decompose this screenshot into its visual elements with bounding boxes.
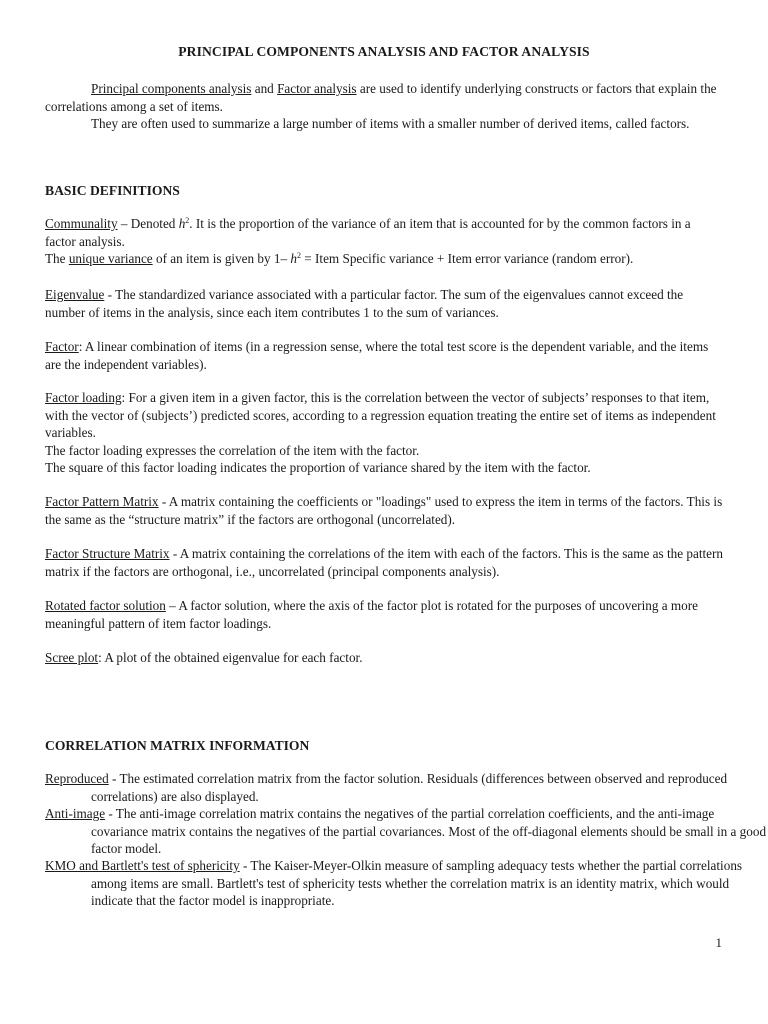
communality-term: Communality [45, 216, 118, 231]
pattern-matrix-term: Factor Pattern Matrix [45, 494, 159, 509]
factor-loading-line2: The factor loading expresses the correlation of the item with the factor. [45, 442, 420, 458]
factor-loading-term: Factor loading [45, 390, 122, 405]
unique-variance-term: unique variance [68, 251, 153, 267]
structure-matrix-term: Factor Structure Matrix [45, 546, 170, 561]
communality-pre: – Denoted [117, 216, 179, 231]
reproduced-body: - The estimated correlation matrix from the factor solution. Residuals (differences between observed and reproduced correlations) are also displayed. [91, 771, 728, 804]
factor-entry [45, 338, 723, 373]
factor-loading-body: : For a given item in a given factor, this is the correlation between the vector of subjects’ responses to that item, with the vector of (subjects’) predicted scores, according to a regression equation treating the entire set of items as independent variables. [45, 390, 716, 441]
unique-post: = Item Specific variance + Item error variance (random error). [300, 251, 634, 267]
unique-h: h [290, 251, 297, 267]
anti-image-body: - The anti-image correlation matrix contains the negatives of the partial correlation coefficients, and the anti-image covariance matrix contains the negatives of the partial covariances. Most of the off-diagonal elements should be small in a good factor model. [91, 806, 767, 857]
unique-mid: of an item is given by 1– [152, 251, 291, 267]
scree-plot-entry [45, 649, 723, 667]
rotated-solution-entry [45, 597, 723, 632]
reproduced-entry [45, 770, 768, 805]
correlation-matrix-heading: CORRELATION MATRIX INFORMATION [45, 738, 310, 753]
kmo-entry [45, 857, 768, 910]
intro-second-paragraph: They are often used to summarize a large number of items with a smaller number of derived items, called factors. [91, 116, 690, 131]
eigenvalue-body: - The standardized variance associated with a particular factor. The sum of the eigenvalues cannot exceed the number of items in the analysis, since each item contributes 1 to the sum of variances. [45, 287, 684, 320]
anti-image-entry [45, 805, 768, 858]
kmo-body: - The Kaiser-Meyer-Olkin measure of sampling adequacy tests whether the partial correlations among items are small. Bartlett's test of sphericity tests whether the correlation matrix is an identity matrix, which would indicate that the factor model is inappropriate. [91, 858, 743, 909]
communality-body: . It is the proportion of the variance of an item that is accounted for by the common factors in a factor analysis. [45, 216, 691, 249]
structure-matrix-body: - A matrix containing the correlations of the item with each of the factors. This is the same as the pattern matrix if the factors are orthogonal, i.e., uncorrelated (principal components analysis). [45, 546, 723, 579]
intro-rest: are used to identify underlying constructs or factors that explain the correlations among a set of items. [45, 81, 717, 114]
rotated-solution-body: – A factor solution, where the axis of the factor plot is rotated for the purposes of uncovering a more meaningful pattern of item factor loadings. [45, 598, 698, 631]
factor-loading-line3: The square of this factor loading indicates the proportion of variance shared by the item with the factor. [45, 460, 591, 476]
scree-plot-body: : A plot of the obtained eigenvalue for each factor. [98, 650, 363, 665]
eigenvalue-entry [45, 286, 723, 321]
eigenvalue-term: Eigenvalue [45, 287, 105, 302]
communality-sup: 2 [185, 216, 190, 225]
anti-image-term: Anti-image [45, 806, 106, 821]
document-title: PRINCIPAL COMPONENTS ANALYSIS AND FACTOR ANALYSIS [178, 44, 590, 59]
structure-matrix-entry [45, 545, 723, 580]
pattern-matrix-entry [45, 493, 723, 528]
intro-and: and [251, 81, 278, 96]
pattern-matrix-body: - A matrix containing the coefficients or "loadings" used to express the item in terms of the factors. This is the same as the “structure matrix” if the factors are orthogonal (uncorrelated). [45, 494, 723, 527]
pca-term: Principal components analysis [91, 81, 252, 96]
kmo-term: KMO and Bartlett's test of sphericity [45, 858, 240, 873]
rotated-solution-term: Rotated factor solution [45, 598, 166, 613]
basic-definitions-heading: BASIC DEFINITIONS [45, 183, 180, 198]
scree-plot-term: Scree plot [45, 650, 99, 665]
reproduced-term: Reproduced [45, 771, 109, 786]
page-number: 1 [715, 935, 722, 950]
factor-loading-entry [45, 389, 723, 477]
intro-paragraph [45, 80, 723, 115]
factor-body: : A linear combination of items (in a regression sense, where the total test score is the dependent variable, and the items are the independent variables). [45, 339, 709, 372]
unique-sup: 2 [296, 251, 301, 261]
factor-term: Factor [45, 339, 79, 354]
unique-pre: The [45, 251, 69, 267]
fa-term: Factor analysis [277, 81, 357, 96]
communality-h: h [178, 216, 186, 231]
communality-entry [45, 215, 723, 268]
